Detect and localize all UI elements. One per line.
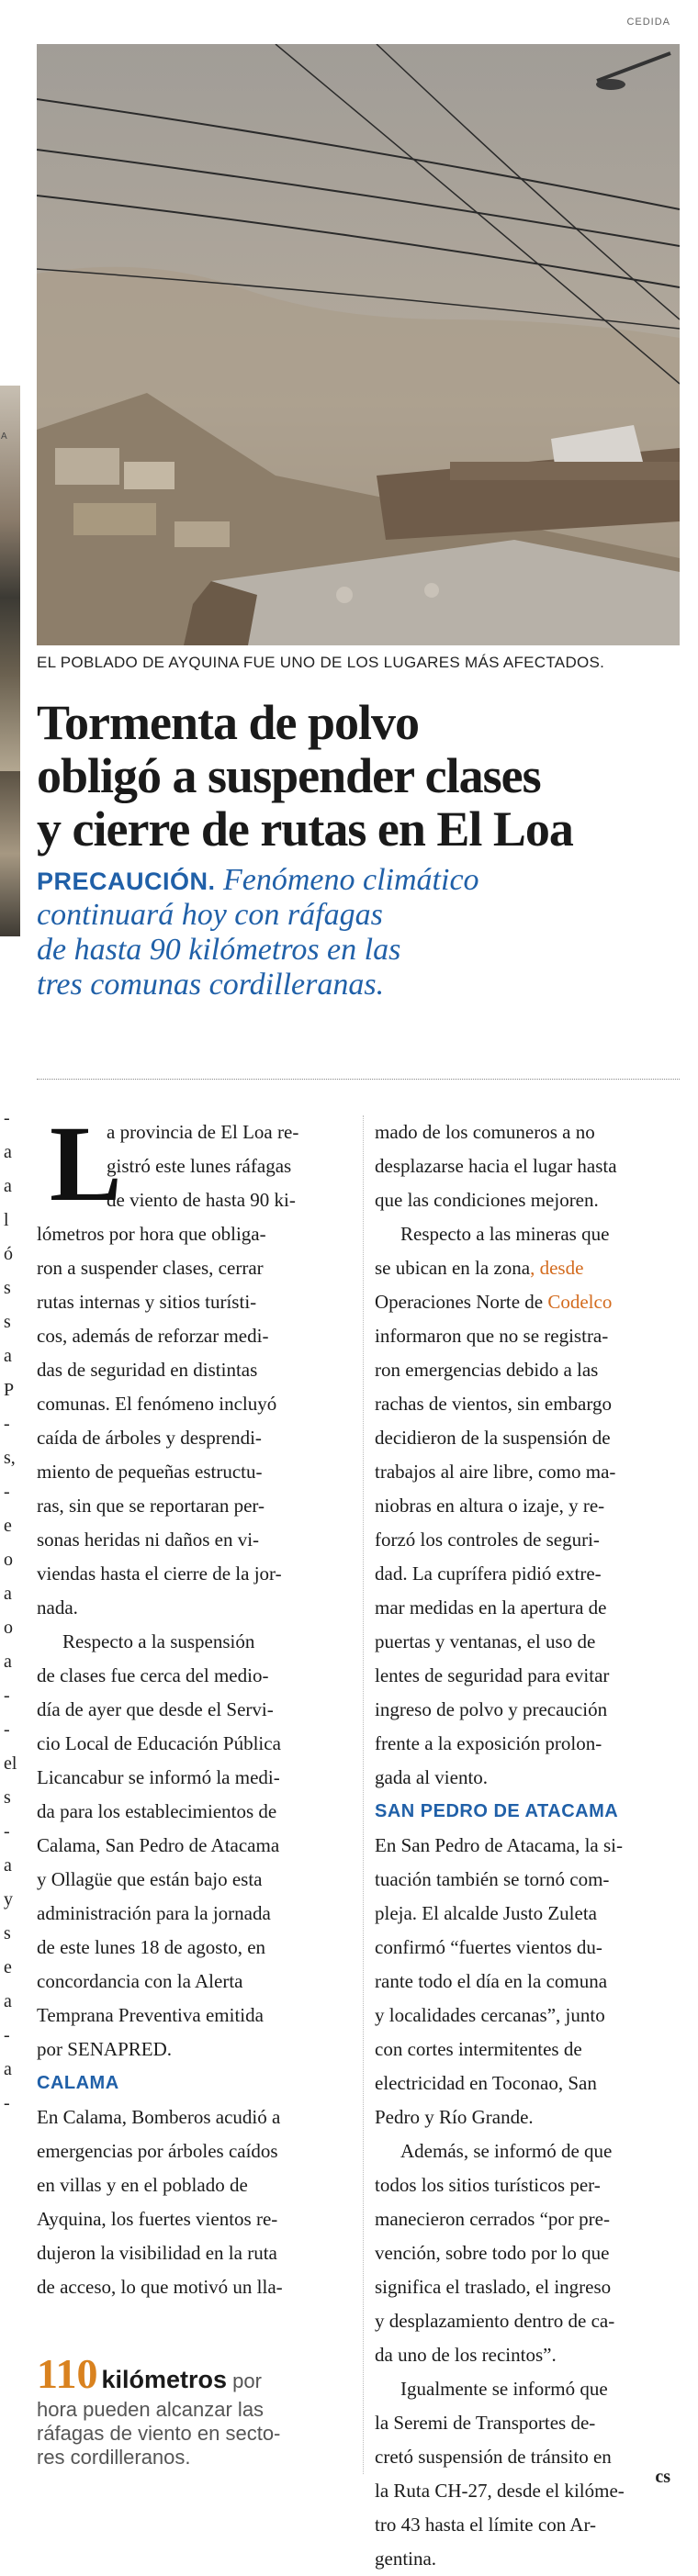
headline-line: y cierre de rutas en El Loa: [37, 801, 573, 857]
body-line: rachas de vientos, sin embargo: [375, 1393, 612, 1415]
body-line: desplazarse hacia el lugar hasta: [375, 1155, 617, 1177]
body-line: lómetros por hora que obliga-: [37, 1223, 266, 1245]
fragment-letter: a: [4, 1855, 12, 1876]
end-of-article-mark: cs: [655, 2467, 670, 2487]
body-line: y localidades cercanas”, junto: [375, 2004, 605, 2026]
body-line: día de ayer que desde el Servi-: [37, 1698, 274, 1720]
fragment-letter: -: [4, 2093, 10, 2113]
body-line: rutas internas y sitios turísti-: [37, 1291, 257, 1313]
body-line: confirmó “fuertes vientos du-: [375, 1936, 602, 1958]
body-line: emergencias por árboles caídos: [37, 2140, 278, 2162]
body-line: pleja. El alcalde Justo Zuleta: [375, 1902, 597, 1924]
body-line: Respecto a la suspensión: [62, 1630, 255, 1652]
body-line: vención, sobre todo por lo que: [375, 2242, 610, 2264]
fragment-letter: s: [4, 1787, 11, 1808]
body-line: cos, además de reforzar medi-: [37, 1325, 269, 1347]
fragment-letter: -: [4, 2025, 10, 2045]
body-line: niobras en altura o izaje, y re-: [375, 1495, 605, 1517]
paragraph: [375, 2134, 678, 2372]
body-line: comunas. El fenómeno incluyó: [37, 1393, 277, 1415]
body-line: informaron que no se registra-: [375, 1325, 609, 1347]
body-line: En Calama, Bomberos acudió a: [37, 2106, 281, 2128]
body-line: cretó suspensión de tránsito en: [375, 2446, 612, 2468]
body-line: Calama, San Pedro de Atacama: [37, 1834, 280, 1856]
fragment-letter: e: [4, 1516, 12, 1536]
body-line: y Ollagüe que están bajo esta: [37, 1868, 263, 1890]
paragraph: [375, 2372, 678, 2576]
paragraph: [37, 1625, 349, 2066]
body-line: cio Local de Educación Pública: [37, 1732, 281, 1754]
body-line: [375, 1251, 678, 1285]
body-line: caída de árboles y desprendi-: [37, 1427, 262, 1449]
body-line: mar medidas en la apertura de: [375, 1596, 607, 1618]
lead-line: de hasta 90 kilómetros en las: [37, 933, 401, 967]
fragment-letter: -: [4, 1821, 10, 1842]
paragraph: [37, 1217, 349, 1625]
article-body-left-column: [37, 1103, 349, 2304]
section-divider: [37, 1079, 680, 1080]
stat-unit: kilómetros: [101, 2366, 228, 2393]
body-line: lentes de seguridad para evitar: [375, 1664, 610, 1686]
stat-line: ráfagas de viento en secto-: [37, 2422, 281, 2445]
body-line: miento de pequeñas estructu-: [37, 1461, 263, 1483]
body-line: y desplazamiento dentro de ca-: [375, 2310, 615, 2332]
body-line: decidieron de la suspensión de: [375, 1427, 611, 1449]
body-line: tro 43 hasta el límite con Ar-: [375, 2514, 597, 2536]
body-line: de este lunes 18 de agosto, en: [37, 1936, 266, 1958]
article-photo: [37, 44, 680, 645]
drop-cap: L: [50, 1103, 122, 1224]
body-line: Ayquina, los fuertes vientos re-: [37, 2208, 278, 2230]
article-headline: [37, 696, 680, 856]
fragment-letter: o: [4, 1550, 13, 1570]
adjacent-photo-label: A: [1, 431, 7, 442]
body-line: significa el traslado, el ingreso: [375, 2276, 612, 2298]
stat-description: [37, 2398, 354, 2470]
body-line: manecieron cerrados “por pre-: [375, 2208, 610, 2230]
body-line: concordancia con la Alerta: [37, 1970, 243, 1992]
body-line: ingreso de polvo y precaución: [375, 1698, 608, 1720]
body-line: que las condiciones mejoren.: [375, 1189, 599, 1211]
stat-line: res cordilleranos.: [37, 2446, 191, 2469]
body-line: de acceso, lo que motivó un lla-: [37, 2276, 283, 2298]
paragraph: [375, 1217, 678, 1319]
body-line: ras, sin que se reportaran per-: [37, 1495, 265, 1517]
body-line: gentina.: [375, 2548, 437, 2570]
body-line: puertas y ventanas, el uso de: [375, 1630, 596, 1652]
fragment-letter: l: [4, 1210, 9, 1230]
body-line: tuación también se tornó com-: [375, 1868, 610, 1890]
body-line: todos los sitios turísticos per-: [375, 2174, 601, 2196]
fragment-letter: o: [4, 1618, 13, 1638]
body-line: de viento de hasta 90 ki-: [107, 1189, 296, 1211]
body-line: electricidad en Toconao, San: [375, 2072, 597, 2094]
highlighted-text-codelco: Codelco: [547, 1291, 613, 1313]
fragment-letter: a: [4, 1346, 12, 1366]
body-line: sonas heridas ni daños en vi-: [37, 1529, 260, 1551]
body-text: Operaciones Norte de: [375, 1291, 548, 1313]
fragment-letter: a: [4, 1142, 12, 1162]
body-line: Licancabur se informó la medi-: [37, 1766, 280, 1788]
body-line: ron emergencias debido a las: [375, 1359, 599, 1381]
fragment-letter: s: [4, 1278, 11, 1298]
body-line: con cortes intermitentes de: [375, 2038, 582, 2060]
adjacent-column-fragment: [0, 37, 20, 2515]
fragment-letter: a: [4, 1991, 12, 2011]
highlighted-text: , desde: [530, 1257, 584, 1279]
body-line: en villas y en el poblado de: [37, 2174, 248, 2196]
body-line: viendas hasta el cierre de la jor-: [37, 1562, 282, 1585]
article-body-right-column: [375, 1115, 678, 2576]
body-line: da para los establecimientos de: [37, 1800, 277, 1822]
fragment-letter: a: [4, 1652, 12, 1672]
paragraph: [375, 1115, 678, 1217]
fragment-letter: ó: [4, 1244, 13, 1264]
body-line: frente a la exposición prolon-: [375, 1732, 602, 1754]
body-line: la Ruta CH-27, desde el kilóme-: [375, 2480, 625, 2502]
section-subhead-san-pedro: SAN PEDRO DE ATACAMA: [375, 1801, 619, 1821]
section-subhead-calama: CALAMA: [37, 2073, 119, 2093]
body-line: Temprana Preventiva emitida: [37, 2004, 264, 2026]
fragment-letter: -: [4, 1719, 10, 1740]
body-line: ron a suspender clases, cerrar: [37, 1257, 264, 1279]
lead-text: Fenómeno climático: [215, 863, 479, 897]
fragment-letter: -: [4, 1108, 10, 1128]
article-lead: [37, 863, 680, 1002]
fragment-letter: P: [4, 1380, 15, 1400]
body-line: Respecto a las mineras que: [400, 1223, 610, 1245]
body-line: nada.: [37, 1596, 78, 1618]
body-line: rante todo el día en la comuna: [375, 1970, 608, 1992]
body-line: gistró este lunes ráfagas: [107, 1155, 292, 1177]
fragment-letter: el: [4, 1753, 17, 1774]
column-divider: [363, 1115, 364, 2474]
fragment-letter: -: [4, 1482, 10, 1502]
body-line: dujeron la visibilidad en la ruta: [37, 2242, 277, 2264]
body-line: das de seguridad en distintas: [37, 1359, 258, 1381]
headline-line: obligó a suspender clases: [37, 748, 541, 803]
body-line: de clases fue cerca del medio-: [37, 1664, 269, 1686]
paragraph: [37, 2100, 349, 2304]
body-line: trabajos al aire libre, como ma-: [375, 1461, 616, 1483]
body-line: gada al viento.: [375, 1766, 489, 1788]
dusty-village-illustration: [37, 44, 680, 645]
body-line: administración para la jornada: [37, 1902, 271, 1924]
body-line: da uno de los recintos”.: [375, 2344, 557, 2366]
body-line: Pedro y Río Grande.: [375, 2106, 534, 2128]
stat-number: 110: [37, 2350, 98, 2397]
adjacent-photo: [0, 386, 20, 771]
body-line: [375, 1285, 678, 1319]
fragment-letter: a: [4, 1176, 12, 1196]
fragment-letter: s,: [4, 1448, 16, 1468]
lead-line: continuará hoy con ráfagas: [37, 898, 383, 932]
fragment-letter: y: [4, 1889, 13, 1910]
body-line: Además, se informó de que: [400, 2140, 613, 2162]
headline-line: Tormenta de polvo: [37, 695, 420, 750]
paragraph: [375, 1829, 678, 2134]
body-line: por SENAPRED.: [37, 2038, 173, 2060]
fragment-letter: a: [4, 2059, 12, 2079]
stat-line: hora pueden alcanzar las: [37, 2398, 265, 2421]
lead-tag: PRECAUCIÓN.: [37, 868, 216, 895]
paragraph: [375, 1319, 678, 1795]
stat-highlight: [37, 2350, 354, 2470]
body-line: dad. La cuprífera pidió extre-: [375, 1562, 602, 1585]
stat-headline: [37, 2350, 354, 2398]
photo-caption: EL POBLADO DE AYQUINA FUE UNO DE LOS LUGARES MÁS AFECTADOS.: [37, 654, 605, 671]
lead-line: tres comunas cordilleranas.: [37, 968, 385, 1002]
adjacent-photo-2: [0, 771, 20, 936]
fragment-letter: e: [4, 1957, 12, 1977]
intro-block: [37, 1103, 349, 1224]
photo-credit: CEDIDA: [626, 17, 670, 28]
fragment-letter: a: [4, 1584, 12, 1604]
fragment-letter: s: [4, 1312, 11, 1332]
body-line: Igualmente se informó que: [400, 2378, 608, 2400]
body-line: la Seremi de Transportes de-: [375, 2412, 596, 2434]
body-text: se ubican en la zona: [375, 1257, 531, 1279]
adjacent-text-fragments: [4, 1102, 20, 2121]
fragment-letter: s: [4, 1923, 11, 1943]
stat-text-first: por: [227, 2369, 262, 2392]
body-line: mado de los comuneros a no: [375, 1121, 595, 1143]
body-line: a provincia de El Loa re-: [107, 1121, 299, 1143]
body-line: forzó los controles de seguri-: [375, 1529, 600, 1551]
lead-line: [37, 863, 680, 898]
fragment-letter: -: [4, 1414, 10, 1434]
fragment-letter: -: [4, 1686, 10, 1706]
body-line: En San Pedro de Atacama, la si-: [375, 1834, 624, 1856]
